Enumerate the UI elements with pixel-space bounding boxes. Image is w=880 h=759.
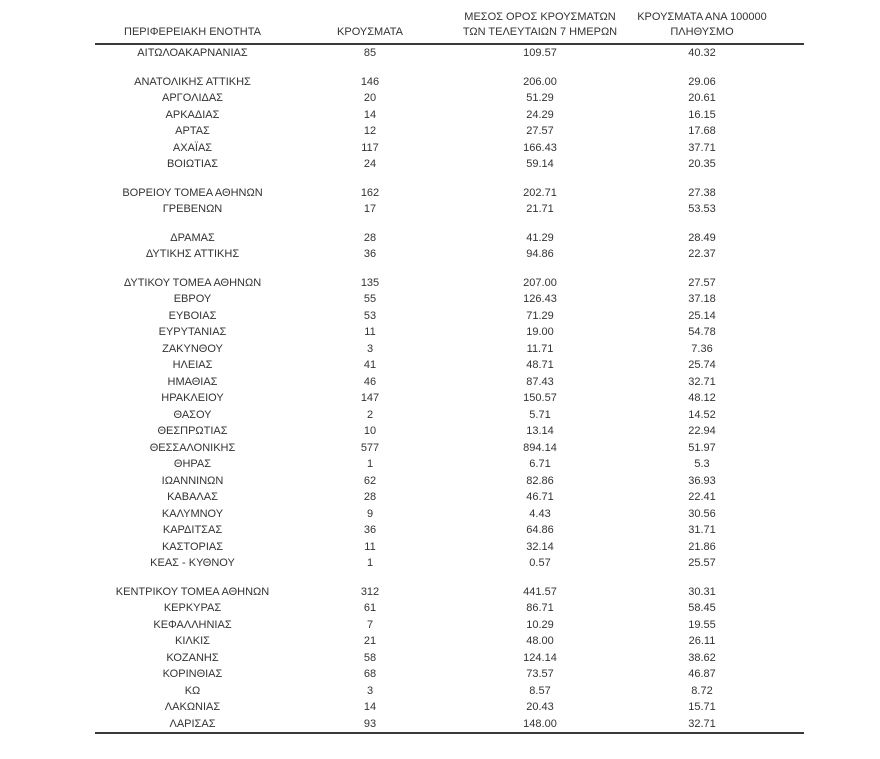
table-row [95, 291, 804, 308]
column-header-cases-label: ΚΡΟΥΣΜΑΤΑ [337, 26, 403, 38]
cell-per100k: 16.15 [688, 108, 716, 121]
table-row [95, 473, 804, 490]
table-row [95, 390, 804, 407]
cell-cases: 162 [360, 186, 380, 199]
cell-cases: 58 [363, 651, 377, 664]
table-row [95, 584, 804, 601]
cell-region: ΕΥΡΥΤΑΝΙΑΣ [158, 326, 227, 338]
cell-avg7: 13.14 [526, 425, 554, 437]
cell-cases: 2 [366, 408, 374, 421]
cell-per100k: 48.12 [688, 392, 716, 404]
table-row [95, 716, 804, 734]
table-row [95, 617, 804, 634]
header-row [95, 10, 804, 44]
group-spacer [95, 62, 804, 74]
cell-per100k: 46.87 [688, 668, 716, 680]
cell-cases: 20 [363, 92, 377, 104]
table-row [95, 633, 804, 650]
cell-per100k: 51.97 [688, 441, 716, 454]
table-row [95, 407, 804, 424]
cell-region: ΔΥΤΙΚΗΣ ΑΤΤΙΚΗΣ [145, 248, 240, 260]
table-row [95, 90, 804, 107]
column-header-per100k-line2: ΠΛΗΘΥΣΜΟ [670, 26, 734, 38]
table-row [95, 341, 804, 358]
cell-per100k: 25.57 [688, 557, 716, 569]
table-row [95, 699, 804, 716]
cell-cases: 146 [360, 75, 380, 88]
cell-region: ΚΟΖΑΝΗΣ [166, 651, 219, 664]
cell-per100k: 22.37 [688, 248, 716, 260]
group-spacer-cell [95, 173, 804, 185]
cell-avg7: 20.43 [526, 701, 554, 713]
cell-cases: 3 [366, 684, 374, 697]
cell-region: ΔΥΤΙΚΟΥ ΤΟΜΕΑ ΑΘΗΝΩΝ [123, 276, 262, 289]
cell-region: ΘΑΣΟΥ [173, 408, 212, 421]
table-row [95, 489, 804, 506]
column-header-region [95, 10, 290, 44]
cell-cases: 28 [363, 491, 377, 503]
cell-avg7: 71.29 [526, 309, 554, 322]
cell-avg7: 124.14 [523, 651, 557, 664]
group-spacer [95, 173, 804, 185]
cell-region: ΒΟΙΩΤΙΑΣ [166, 158, 219, 170]
cell-region: ΙΩΑΝΝΙΝΩΝ [161, 474, 224, 487]
cell-avg7: 5.71 [529, 408, 551, 421]
cell-region: ΛΑΚΩΝΙΑΣ [164, 701, 221, 713]
cell-region: ΑΡΤΑΣ [175, 125, 210, 137]
table-header [95, 10, 804, 44]
cell-avg7: 48.00 [526, 635, 554, 647]
column-header-avg7-line1: ΜΕΣΟΣ ΟΡΟΣ ΚΡΟΥΣΜΑΤΩΝ [464, 11, 616, 23]
group-spacer-cell [95, 572, 804, 584]
cell-cases: 28 [363, 231, 377, 244]
cell-per100k: 22.41 [688, 491, 716, 503]
table-row [95, 374, 804, 391]
cell-per100k: 7.36 [691, 342, 713, 355]
cell-per100k: 15.71 [688, 701, 716, 713]
cell-avg7: 46.71 [526, 491, 554, 503]
cell-per100k: 20.61 [688, 92, 716, 104]
cell-per100k: 21.86 [688, 540, 716, 553]
cell-region: ΘΕΣΠΡΩΤΙΑΣ [157, 425, 228, 437]
cell-cases: 36 [363, 248, 377, 260]
cell-region: ΚΑΡΔΙΤΣΑΣ [162, 524, 223, 536]
cell-region: ΖΑΚΥΝΘΟΥ [162, 342, 223, 355]
cell-region: ΔΡΑΜΑΣ [170, 231, 215, 244]
cell-avg7: 126.43 [523, 293, 557, 305]
cell-avg7: 0.57 [529, 557, 551, 569]
cell-region: ΚΕΦΑΛΛΗΝΙΑΣ [153, 618, 232, 631]
cell-per100k: 26.11 [688, 635, 716, 647]
cell-cases: 1 [366, 458, 374, 470]
cell-per100k: 25.14 [688, 309, 716, 322]
cell-cases: 3 [366, 342, 374, 355]
column-header-avg7 [450, 10, 630, 44]
cell-region: ΗΡΑΚΛΕΙΟΥ [161, 392, 224, 404]
cell-region: ΚΕΝΤΡΙΚΟΥ ΤΟΜΕΑ ΑΘΗΝΩΝ [115, 585, 270, 598]
group-spacer-cell [95, 62, 804, 74]
cell-cases: 577 [360, 441, 380, 454]
group-spacer [95, 218, 804, 230]
cell-cases: 14 [363, 108, 377, 121]
cell-cases: 93 [363, 717, 377, 730]
cell-per100k: 29.06 [688, 75, 716, 88]
cell-cases: 85 [363, 47, 377, 59]
table-row [95, 123, 804, 140]
table-row [95, 666, 804, 683]
cell-cases: 41 [363, 359, 377, 371]
cell-region: ΗΜΑΘΙΑΣ [167, 375, 218, 388]
cell-avg7: 4.43 [529, 507, 551, 520]
cell-region: ΚΙΛΚΙΣ [175, 635, 210, 647]
cell-cases: 9 [366, 507, 374, 520]
cell-per100k: 38.62 [688, 651, 716, 664]
column-header-region-label: ΠΕΡΙΦΕΡΕΙΑΚΗ ΕΝΟΤΗΤΑ [124, 26, 261, 38]
table-row [95, 107, 804, 124]
table-row [95, 357, 804, 374]
cell-region: ΚΑΛΥΜΝΟΥ [161, 507, 224, 520]
table-row [95, 275, 804, 292]
cell-avg7: 206.00 [523, 75, 557, 88]
cell-region: ΕΥΒΟΙΑΣ [168, 309, 217, 322]
cell-avg7: 87.43 [526, 375, 554, 388]
table-row [95, 440, 804, 457]
cell-cases: 1 [366, 557, 374, 569]
column-header-per100k [630, 10, 804, 44]
cell-cases: 24 [363, 158, 377, 170]
cell-cases: 7 [366, 618, 374, 631]
cell-avg7: 94.86 [526, 248, 554, 260]
cell-region: ΚΑΒΑΛΑΣ [167, 491, 218, 503]
cell-region: ΑΧΑΪΑΣ [172, 141, 213, 154]
group-spacer [95, 263, 804, 275]
cell-per100k: 5.3 [694, 458, 710, 470]
cell-per100k: 25.74 [688, 359, 716, 371]
cell-region: ΕΒΡΟΥ [173, 293, 212, 305]
regional-cases-table-wrap [95, 10, 804, 734]
cell-avg7: 51.29 [526, 92, 554, 104]
table-row [95, 201, 804, 218]
cell-region: ΚΟΡΙΝΘΙΑΣ [162, 668, 223, 680]
cell-avg7: 73.57 [526, 668, 554, 680]
cell-avg7: 24.29 [526, 108, 554, 121]
cell-per100k: 40.32 [688, 47, 716, 59]
table-row [95, 683, 804, 700]
table-row [95, 600, 804, 617]
cell-region: ΚΕΑΣ - ΚΥΘΝΟΥ [150, 557, 235, 569]
cell-avg7: 202.71 [523, 186, 557, 199]
cell-avg7: 894.14 [523, 441, 557, 454]
cell-cases: 36 [363, 524, 377, 536]
group-spacer-cell [95, 218, 804, 230]
cell-region: ΑΝΑΤΟΛΙΚΗΣ ΑΤΤΙΚΗΣ [134, 75, 251, 88]
cell-avg7: 8.57 [529, 684, 551, 697]
cell-per100k: 58.45 [688, 602, 716, 614]
cell-cases: 11 [364, 540, 376, 553]
regional-cases-table [95, 10, 804, 734]
cell-avg7: 109.57 [523, 47, 557, 59]
table-row [95, 230, 804, 247]
cell-region: ΚΑΣΤΟΡΙΑΣ [161, 540, 224, 553]
table-row [95, 140, 804, 157]
cell-per100k: 54.78 [688, 326, 716, 338]
column-header-per100k-line1: ΚΡΟΥΣΜΑΤΑ ΑΝΑ 100000 [637, 11, 767, 23]
cell-cases: 117 [361, 141, 379, 154]
cell-avg7: 19.00 [526, 326, 554, 338]
table-row [95, 423, 804, 440]
table-row [95, 650, 804, 667]
cell-avg7: 148.00 [523, 717, 557, 730]
cell-cases: 312 [360, 585, 380, 598]
column-header-cases [290, 10, 450, 44]
cell-avg7: 59.14 [526, 158, 554, 170]
cell-cases: 53 [363, 309, 377, 322]
group-spacer [95, 572, 804, 584]
table-row [95, 44, 804, 62]
cell-avg7: 21.71 [526, 203, 554, 215]
cell-cases: 68 [363, 668, 377, 680]
cell-region: ΘΗΡΑΣ [173, 458, 212, 470]
cell-per100k: 32.71 [688, 375, 716, 388]
cell-per100k: 30.56 [688, 507, 716, 520]
cell-cases: 55 [363, 293, 377, 305]
cell-per100k: 20.35 [688, 158, 716, 170]
cell-region: ΚΕΡΚΥΡΑΣ [163, 602, 222, 614]
cell-avg7: 82.86 [526, 474, 554, 487]
table-row [95, 74, 804, 91]
cell-avg7: 150.57 [523, 392, 557, 404]
cell-per100k: 30.31 [688, 585, 716, 598]
cell-region: ΗΛΕΙΑΣ [172, 359, 213, 371]
cell-per100k: 36.93 [688, 474, 716, 487]
cell-per100k: 31.71 [688, 524, 716, 536]
cell-per100k: 32.71 [688, 717, 716, 730]
cell-per100k: 53.53 [688, 203, 716, 215]
table-row [95, 456, 804, 473]
cell-per100k: 19.55 [688, 618, 716, 631]
table-row [95, 308, 804, 325]
cell-region: ΚΩ [184, 684, 201, 697]
table-body [95, 44, 804, 733]
cell-avg7: 207.00 [523, 276, 557, 289]
cell-cases: 62 [363, 474, 377, 487]
cell-avg7: 10.29 [526, 618, 554, 631]
cell-cases: 147 [360, 392, 380, 404]
cell-cases: 12 [363, 125, 377, 137]
column-header-avg7-line2: ΤΩΝ ΤΕΛΕΥΤΑΙΩΝ 7 ΗΜΕΡΩΝ [462, 26, 618, 38]
table-row [95, 156, 804, 173]
cell-avg7: 166.43 [523, 141, 557, 154]
cell-cases: 10 [363, 425, 377, 437]
table-row [95, 185, 804, 202]
cell-per100k: 27.57 [688, 276, 716, 289]
cell-cases: 21 [363, 635, 377, 647]
cell-cases: 14 [363, 701, 377, 713]
cell-cases: 11 [364, 326, 376, 338]
cell-avg7: 441.57 [523, 585, 557, 598]
cell-cases: 46 [363, 375, 377, 388]
cell-per100k: 17.68 [688, 125, 716, 137]
cell-per100k: 27.38 [688, 186, 716, 199]
cell-region: ΛΑΡΙΣΑΣ [169, 717, 216, 730]
cell-per100k: 8.72 [691, 684, 713, 697]
cell-avg7: 41.29 [526, 231, 554, 244]
cell-per100k: 37.18 [688, 293, 716, 305]
cell-cases: 17 [363, 203, 377, 215]
cell-avg7: 27.57 [526, 125, 554, 137]
cell-avg7: 32.14 [526, 540, 554, 553]
cell-per100k: 14.52 [688, 408, 716, 421]
cell-cases: 61 [363, 602, 377, 614]
cell-per100k: 37.71 [688, 141, 716, 154]
cell-cases: 135 [360, 276, 380, 289]
table-row [95, 555, 804, 572]
group-spacer-cell [95, 263, 804, 275]
cell-avg7: 86.71 [526, 602, 554, 614]
cell-region: ΑΙΤΩΛΟΑΚΑΡΝΑΝΙΑΣ [137, 47, 248, 59]
cell-per100k: 28.49 [688, 231, 716, 244]
cell-avg7: 11.71 [526, 342, 554, 355]
cell-region: ΒΟΡΕΙΟΥ ΤΟΜΕΑ ΑΘΗΝΩΝ [122, 186, 263, 199]
table-row [95, 522, 804, 539]
cell-region: ΑΡΓΟΛΙΔΑΣ [162, 92, 223, 104]
cell-avg7: 48.71 [526, 359, 554, 371]
table-row [95, 506, 804, 523]
cell-avg7: 64.86 [526, 524, 554, 536]
cell-per100k: 22.94 [688, 425, 716, 437]
cell-region: ΘΕΣΣΑΛΟΝΙΚΗΣ [149, 441, 236, 454]
table-row [95, 246, 804, 263]
cell-avg7: 6.71 [529, 458, 551, 470]
cell-region: ΑΡΚΑΔΙΑΣ [165, 108, 220, 121]
table-row [95, 324, 804, 341]
cell-region: ΓΡΕΒΕΝΩΝ [162, 203, 223, 215]
table-row [95, 539, 804, 556]
